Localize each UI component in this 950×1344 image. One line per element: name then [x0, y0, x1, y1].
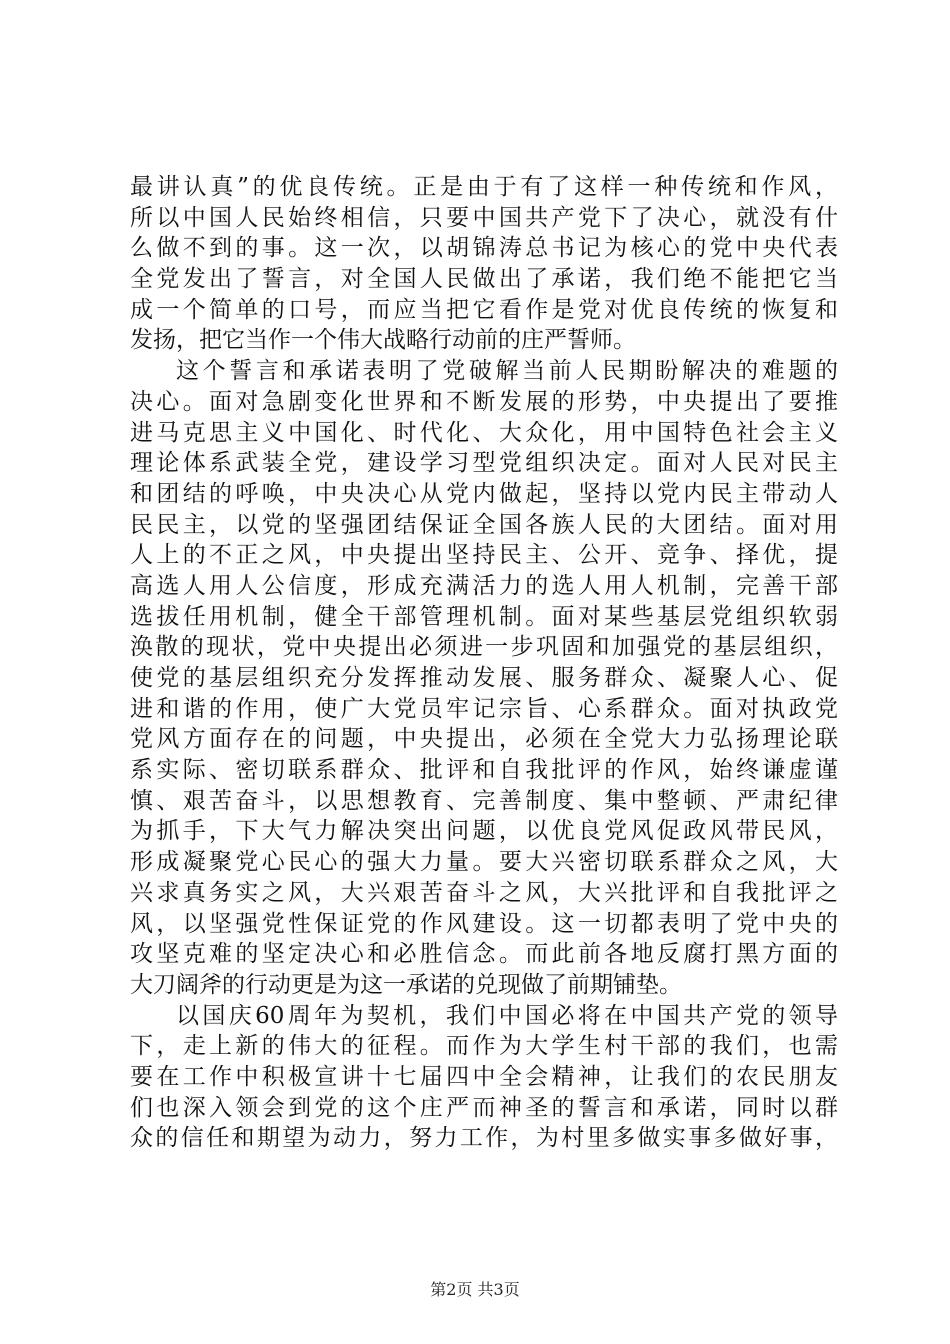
text-line: 大刀阔斧的行动更是为这一承诺的兑现做了前期铺垫。	[130, 971, 682, 998]
text-line: 全党发出了誓言，对全国人民做出了承诺，我们绝不能把它当	[130, 266, 838, 293]
text-line: 这个誓言和承诺表明了党破解当前人民期盼解决的难题的	[176, 358, 838, 385]
text-line: 所以中国人民始终相信，只要中国共产党下了决心，就没有什	[130, 204, 838, 231]
text-line: 慎、艰苦奋斗，以思想教育、完善制度、集中整顿、严肃纪律	[130, 787, 838, 814]
text-line: 么做不到的事。这一次，以胡锦涛总书记为核心的党中央代表	[130, 235, 838, 262]
text-line: 涣散的现状，党中央提出必须进一步巩固和加强党的基层组织，	[130, 634, 838, 661]
document-body	[130, 172, 838, 1154]
text-line: 高选人用人公信度，形成充满活力的选人用人机制，完善干部	[130, 572, 838, 599]
text-line: 要在工作中积极宣讲十七届四中全会精神，让我们的农民朋友	[130, 1063, 838, 1090]
text-line: 党风方面存在的问题，中央提出，必须在全党大力弘扬理论联	[130, 726, 838, 753]
text-line: 最讲认真”的优良传统。正是由于有了这样一种传统和作风，	[130, 174, 838, 200]
text-line: 进马克思主义中国化、时代化、大众化，用中国特色社会主义	[130, 419, 838, 446]
paragraph	[130, 356, 838, 1000]
text-line: 成一个简单的口号，而应当把它看作是党对优良传统的恢复和	[130, 296, 838, 323]
text-line: 人上的不正之风，中央提出坚持民主、公开、竞争、择优，提	[130, 542, 838, 569]
text-line: 决心。面对急剧变化世界和不断发展的形势，中央提出了要推	[130, 388, 838, 415]
text-line: 使党的基层组织充分发挥推动发展、服务群众、凝聚人心、促	[130, 665, 838, 691]
page-footer: 第2页 共3页	[430, 1280, 520, 1299]
text-line: 为抓手，下大气力解决突出问题，以优良党风促政风带民风，	[130, 818, 838, 845]
text-line: 风，以坚强党性保证党的作风建设。这一切都表明了党中央的	[130, 910, 838, 937]
paragraph	[130, 1001, 838, 1154]
text-line: 下，走上新的伟大的征程。而作为大学生村干部的我们，也需	[130, 1033, 838, 1060]
text-line: 攻坚克难的坚定决心和必胜信念。而此前各地反腐打黑方面的	[130, 941, 838, 968]
text-line: 形成凝聚党心民心的强大力量。要大兴密切联系群众之风，大	[130, 849, 838, 876]
text-line: 们也深入领会到党的这个庄严而神圣的誓言和承诺，同时以群	[130, 1094, 838, 1121]
text-line: 和团结的呼唤，中央决心从党内做起，坚持以党内民主带动人	[130, 480, 838, 507]
paragraph	[130, 172, 838, 356]
text-line: 民民主，以党的坚强团结保证全国各族人民的大团结。面对用	[130, 511, 838, 538]
text-line: 以国庆60周年为契机，我们中国必将在中国共产党的领导	[176, 1002, 838, 1029]
text-line: 选拔任用机制，健全干部管理机制。面对某些基层党组织软弱	[130, 603, 838, 630]
text-line: 理论体系武装全党，建设学习型党组织决定。面对人民对民主	[130, 450, 838, 477]
text-line: 兴求真务实之风，大兴艰苦奋斗之风，大兴批评和自我批评之	[130, 879, 838, 906]
text-line: 众的信任和期望为动力，努力工作，为村里多做实事多做好事，	[130, 1125, 838, 1152]
text-line: 系实际、密切联系群众、批评和自我批评的作风，始终谦虚谨	[130, 757, 838, 784]
text-line: 发扬，把它当作一个伟大战略行动前的庄严誓师。	[130, 327, 636, 354]
text-line: 进和谐的作用，使广大党员牢记宗旨、心系群众。面对执政党	[130, 695, 838, 722]
